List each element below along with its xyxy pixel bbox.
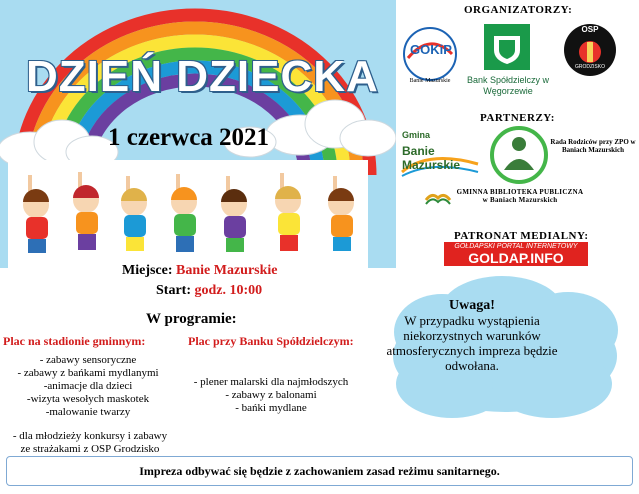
- osp-logo: [562, 22, 618, 78]
- list-item: -wizyta wesołych maskotek: [26, 393, 150, 405]
- event-banner: [0, 0, 396, 268]
- event-title: DZIEŃ DZIECKA: [26, 52, 379, 101]
- place-row: [122, 263, 278, 279]
- start-label: Start:: [156, 283, 191, 298]
- bank-name: Bank Spółdzielczy w Węgorzewie: [466, 75, 550, 96]
- list-item: ze strażakami z OSP Grodzisko: [20, 443, 160, 455]
- portal-name: GOLDAP.INFO: [468, 250, 564, 266]
- gmina-logo: [396, 130, 484, 186]
- gokip-logo: [398, 24, 462, 88]
- list-item: - plener malarski dla najmłodszych: [193, 376, 349, 388]
- list-item: -malowanie twarzy: [45, 406, 131, 418]
- youth-activities-list: [0, 430, 180, 456]
- list-item: - zabawy sensoryczne: [39, 354, 137, 366]
- gokip-caption: Banie Mazurskie: [409, 78, 451, 84]
- program-heading: W programie:: [146, 311, 237, 327]
- zpo-logo: [490, 126, 548, 184]
- list-item: - dla młodzieży konkursy i zabawy: [12, 430, 168, 442]
- osp-logo-text: OSP: [581, 25, 599, 34]
- gokip-logo-text: GOKiP: [410, 42, 452, 57]
- portal-subtitle: GOŁDAPSKI PORTAL INTERNETOWY: [454, 243, 578, 250]
- notice-line: niekorzystnych warunków: [403, 328, 541, 343]
- stadium-title: Plac na stadionie gminnym:: [3, 334, 146, 348]
- notice-line: atmosferycznych impreza będzie: [386, 343, 558, 358]
- notice-line: odwołana.: [445, 358, 499, 373]
- partners-heading: PARTNERZY:: [480, 112, 555, 124]
- library-name: GMINNA BIBLIOTEKA PUBLICZNA w Baniach Mazurskich: [456, 188, 584, 204]
- zpo-emblem-icon: [490, 126, 548, 184]
- organizers-heading: ORGANIZATORZY:: [464, 4, 573, 16]
- bank-shield-icon: [484, 24, 530, 70]
- list-item: - zabawy z bańkami mydlanymi: [17, 367, 159, 379]
- zpo-caption: [490, 126, 491, 127]
- osp-caption: GRODZISKO: [574, 64, 605, 70]
- event-date: 1 czerwca 2021: [108, 124, 270, 151]
- place-value: Banie Mazurskie: [176, 263, 278, 278]
- list-item: - bańki mydlane: [235, 402, 307, 414]
- list-item: -animacje dla dzieci: [43, 380, 133, 392]
- patronage-heading: PATRONAT MEDIALNY:: [454, 230, 589, 242]
- list-item: - zabawy z balonami: [225, 389, 317, 401]
- place-label: Miejsce:: [122, 263, 173, 278]
- gmina-name: Banie Mazurskie: [402, 144, 461, 172]
- gmina-label: Gmina: [402, 130, 431, 140]
- goldap-info-logo: [444, 242, 588, 266]
- stadium-activities-list: [0, 354, 176, 419]
- bank-activities-list: [176, 376, 366, 415]
- library-logo: [424, 186, 452, 206]
- weather-notice: [372, 298, 572, 373]
- notice-title: Uwaga!: [449, 298, 495, 313]
- notice-line: W przypadku wystąpienia: [404, 313, 540, 328]
- bank-square-title: Plac przy Banku Spółdzielczym:: [188, 334, 354, 348]
- sanitary-regime-footer: Impreza odbywać się będzie z zachowaniem zasad reżimu sanitarnego.: [6, 456, 633, 486]
- parents-council: Rada Rodziców przy ZPO w Baniach Mazurskich: [550, 138, 636, 154]
- bank-logo: [484, 24, 530, 70]
- start-row: [156, 283, 262, 299]
- book-icon: [424, 186, 452, 206]
- start-value: godz. 10:00: [194, 283, 263, 298]
